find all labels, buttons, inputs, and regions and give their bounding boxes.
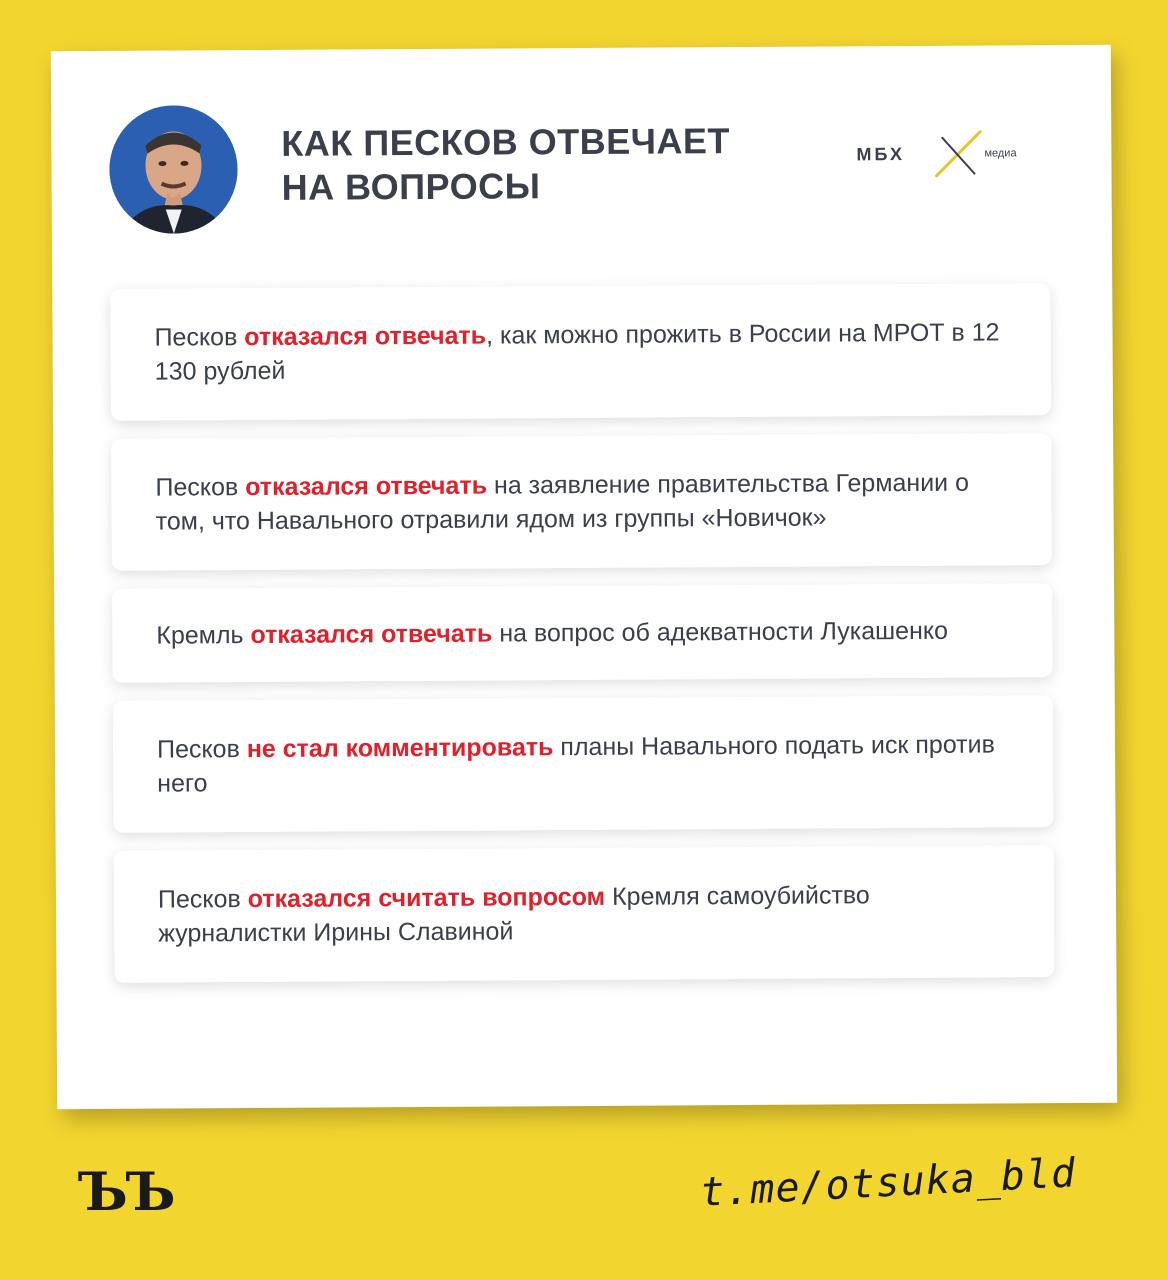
item-text: планы Навального подать иск против него [157, 730, 995, 798]
brand-logo [856, 123, 1056, 184]
item-text: на вопрос об адекватности Лукашенко [492, 616, 949, 648]
item-text: , как можно прожить в России на МРОТ в 12 130 рублей [154, 318, 1000, 386]
item-subject: Песков [155, 473, 246, 502]
item-text: Кремля самоубийство журналистки Ирины Славиной [158, 881, 870, 948]
item-text: на заявление правительства Германии о том, что Навального отравили ядом из группы «Новичок» [155, 468, 970, 536]
item-highlight: отказался отвечать [244, 321, 487, 352]
channel-badge: ЪЪ [78, 1162, 174, 1223]
item-highlight: отказался отвечать [250, 619, 493, 650]
channel-link[interactable]: t.me/otsuka_bld [699, 1150, 1078, 1216]
item-highlight: отказался считать вопросом [247, 882, 606, 914]
statement-list [110, 283, 1054, 983]
list-item [110, 283, 1051, 421]
logo-text-left: МБХ [856, 144, 905, 165]
item-subject: Песков [154, 323, 245, 352]
portrait-icon [109, 105, 238, 234]
page-title [281, 119, 730, 210]
title-line-1: КАК ПЕСКОВ ОТВЕЧАЕТ [281, 120, 731, 164]
item-highlight: не стал комментировать [246, 733, 554, 764]
list-item [113, 695, 1054, 833]
title-line-2: НА ВОПРОСЫ [281, 165, 541, 208]
x-logo-icon [928, 124, 988, 184]
item-subject: Кремль [156, 621, 251, 650]
logo-text-right: медиа [984, 147, 1017, 160]
list-item [111, 433, 1052, 571]
infographic-card [51, 45, 1117, 1109]
item-highlight: отказался отвечать [245, 471, 488, 502]
list-item [112, 583, 1053, 683]
item-subject: Песков [157, 885, 248, 914]
list-item [114, 845, 1055, 983]
item-subject: Песков [156, 735, 247, 764]
avatar [109, 105, 238, 234]
